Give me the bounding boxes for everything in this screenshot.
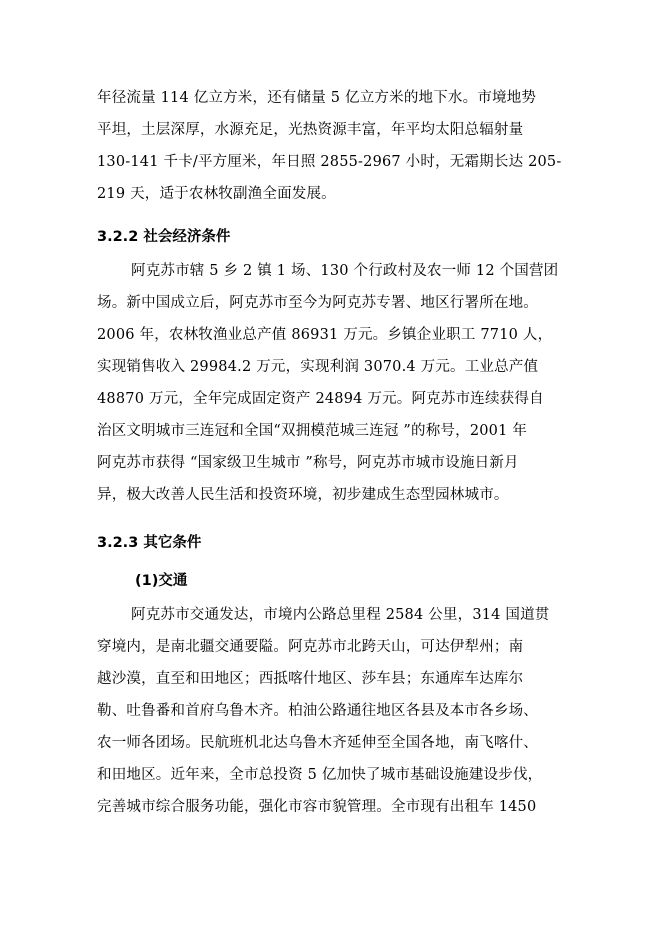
paragraph-line: 场。新中国成立后，阿克苏市至今为阿克苏专署、地区行署所在地。: [97, 295, 538, 311]
section-heading-social-economic: 3.2.2 社会经济条件: [97, 229, 231, 245]
paragraph-line: 48870 万元，全年完成固定资产 24894 万元。阿克苏市连续获得自: [97, 391, 544, 407]
paragraph-line: 勒、吐鲁番和首府乌鲁木齐。柏油公路通往地区各县及本市各乡场、: [97, 703, 538, 719]
paragraph-line: 阿克苏市交通发达，市境内公路总里程 2584 公里，314 国道贯: [131, 607, 550, 623]
paragraph-line: 年径流量 114 亿立方米，还有储量 5 亿立方米的地下水。市境地势: [97, 90, 537, 106]
paragraph-line: 完善城市综合服务功能，强化市容市貌管理。全市现有出租车 1450: [97, 799, 537, 815]
section-heading-other-conditions: 3.2.3 其它条件: [97, 535, 202, 551]
paragraph-line: 130-141 千卡/平方厘米，年日照 2855-2967 小时，无霜期长达 205-: [97, 154, 562, 170]
paragraph-line: 治区文明城市三连冠和全国“双拥模范城三连冠 ”的称号，2001 年: [97, 423, 528, 439]
paragraph-line: 平坦，土层深厚，水源充足，光热资源丰富，年平均太阳总辐射量: [97, 122, 524, 138]
subheading-transport: (1)交通: [135, 573, 188, 589]
paragraph-line: 穿境内，是南北疆交通要隘。阿克苏市北跨天山，可达伊犁州；南: [97, 639, 524, 655]
paragraph-line: 2006 年，农林牧渔业总产值 86931 万元。乡镇企业职工 7710 人，: [97, 327, 553, 343]
paragraph-line: 越沙漠，直至和田地区；西抵喀什地区、莎车县；东通库车达库尔: [97, 671, 524, 687]
paragraph-line: 实现销售收入 29984.2 万元，实现利润 3070.4 万元。工业总产值: [97, 359, 539, 375]
paragraph-line: 阿克苏市辖 5 乡 2 镇 1 场、130 个行政村及农一师 12 个国营团: [131, 263, 559, 279]
paragraph-line: 农一师各团场。民航班机北达乌鲁木齐延伸至全国各地，南飞喀什、: [97, 735, 538, 751]
paragraph-line: 异，极大改善人民生活和投资环境，初步建成生态型园林城市。: [97, 487, 509, 503]
paragraph-line: 和田地区。近年来，全市总投资 5 亿加快了城市基础设施建设步伐，: [97, 767, 543, 783]
paragraph-line: 219 天，适于农林牧副渔全面发展。: [97, 186, 336, 202]
paragraph-line: 阿克苏市获得 “国家级卫生城市 ”称号，阿克苏市城市设施日新月: [97, 455, 519, 471]
